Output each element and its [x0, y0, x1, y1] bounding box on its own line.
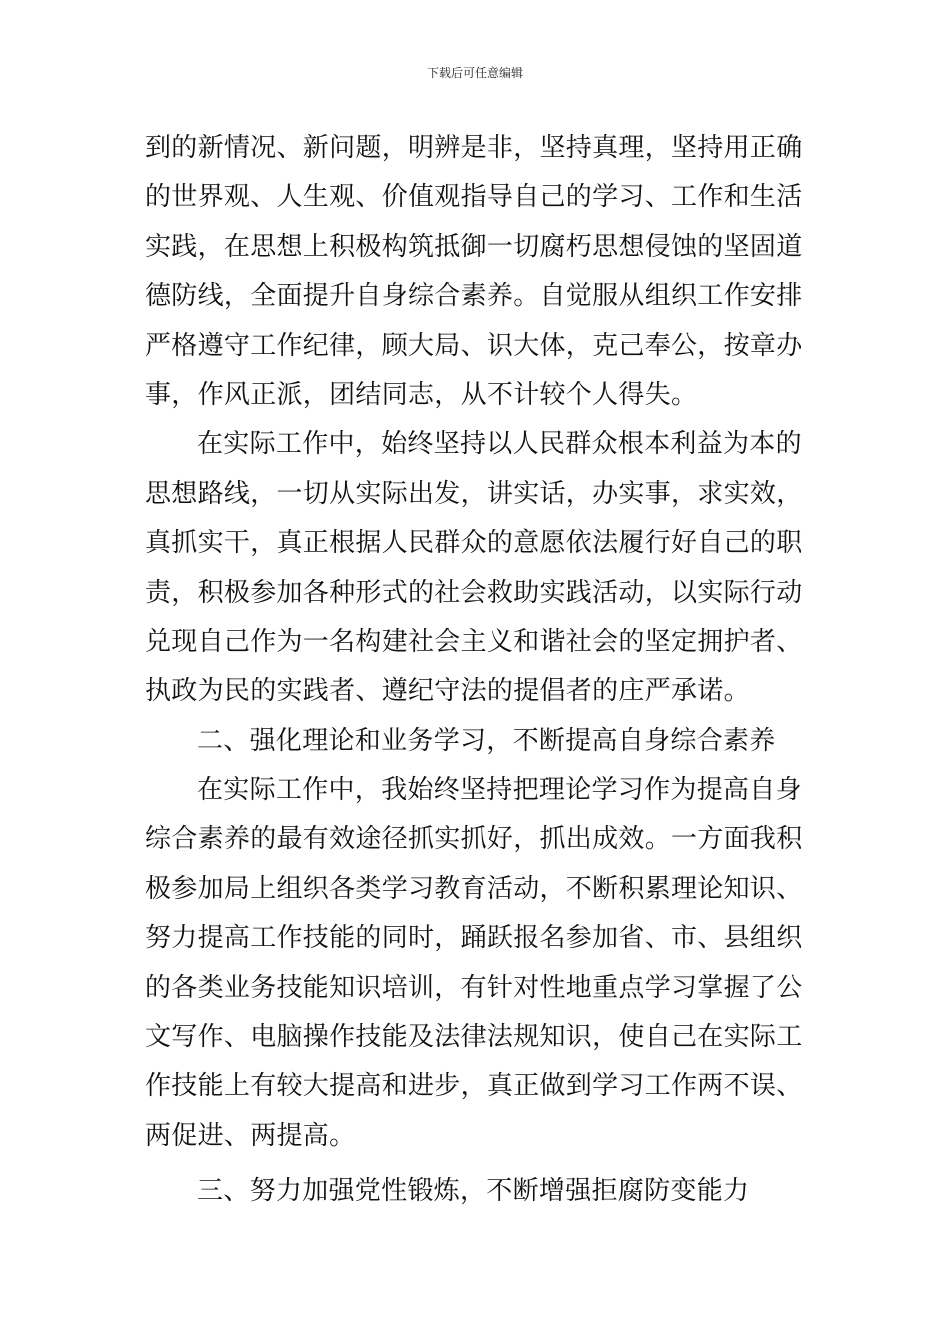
text-line: 三、努力加强党性锻炼，不断增强拒腐防变能力: [197, 1176, 750, 1207]
text-line: 真抓实干，真正根据人民群众的意愿依法履行好自己的职: [145, 528, 803, 559]
text-line: 极参加局上组织各类学习教育活动，不断积累理论知识、: [145, 873, 803, 904]
text-line: 的各类业务技能知识培训，有针对性地重点学习掌握了公: [145, 972, 803, 1003]
text-line: 努力提高工作技能的同时，踊跃报名参加省、市、县组织: [145, 923, 803, 954]
text-line: 两促进、两提高。: [145, 1120, 356, 1151]
text-line: 在实际工作中，我始终坚持把理论学习作为提高自身: [197, 775, 802, 806]
text-line: 综合素养的最有效途径抓实抓好，抓出成效。一方面我积: [145, 824, 803, 855]
text-line: 思想路线，一切从实际出发，讲实话，办实事，求实效，: [145, 478, 803, 509]
page-header: 下载后可任意编辑: [426, 66, 523, 80]
text-line: 事，作风正派，团结同志，从不计较个人得失。: [145, 379, 698, 410]
text-line: 严格遵守工作纪律，顾大局、识大体，克己奉公，按章办: [145, 330, 803, 361]
text-line: 德防线，全面提升自身综合素养。自觉服从组织工作安排: [145, 281, 803, 312]
text-line: 在实际工作中，始终坚持以人民群众根本利益为本的: [197, 429, 802, 460]
text-line: 的世界观、人生观、价值观指导自己的学习、工作和生活: [145, 182, 803, 213]
document-body: [145, 124, 815, 1217]
text-line: 作技能上有较大提高和进步，真正做到学习工作两不误、: [145, 1071, 803, 1102]
text-line: 责，积极参加各种形式的社会救助实践活动，以实际行动: [145, 577, 803, 608]
text-line: 兑现自己作为一名构建社会主义和谐社会的坚定拥护者、: [145, 626, 803, 657]
text-line: 二、强化理论和业务学习，不断提高自身综合素养: [197, 725, 776, 756]
text-line: 文写作、电脑操作技能及法律法规知识，使自己在实际工: [145, 1022, 803, 1053]
text-line: 实践，在思想上积极构筑抵御一切腐朽思想侵蚀的坚固道: [145, 231, 803, 262]
text-line: 到的新情况、新问题，明辨是非，坚持真理，坚持用正确: [145, 133, 803, 163]
text-line: 执政为民的实践者、遵纪守法的提倡者的庄严承诺。: [145, 676, 750, 707]
